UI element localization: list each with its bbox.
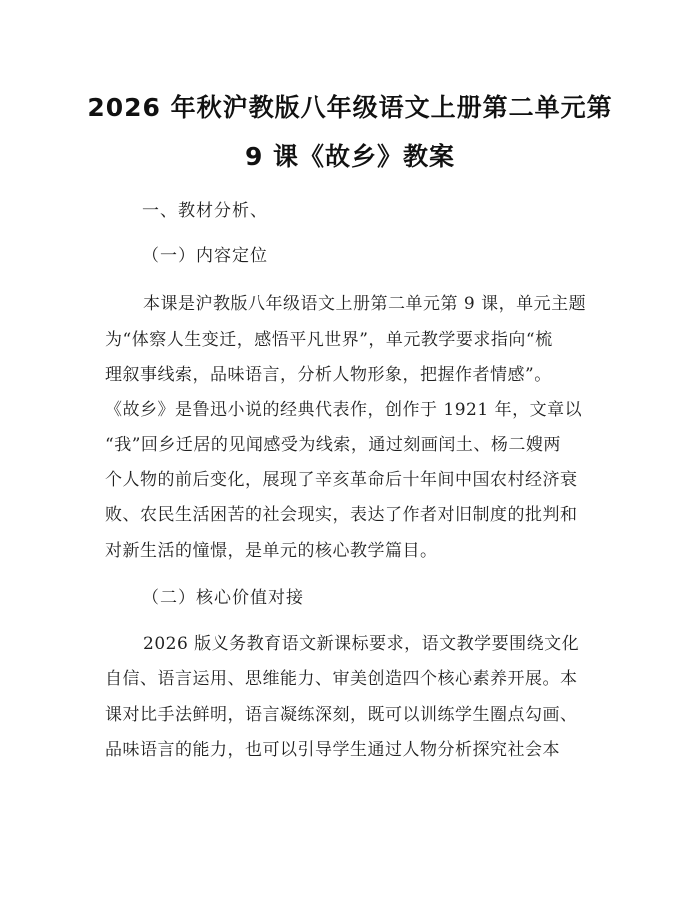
paragraph-line: 为“体察人生变迁，感悟平凡世界”，单元教学要求指向“梳: [105, 330, 553, 350]
paragraph-line: 本课是沪教版八年级语文上册第二单元第 9 课，单元主题: [143, 294, 587, 314]
paragraph-line: 2026 版义务教育语文新课标要求，语文教学要围绕文化: [143, 634, 580, 654]
paragraph-line: 理叙事线索，品味语言，分析人物形象，把握作者情感”。: [105, 365, 552, 385]
document-title-line-2: 9 课《故乡》教案: [244, 142, 456, 171]
paragraph-line: 对新生活的憧憬，是单元的核心教学篇目。: [105, 541, 438, 561]
paragraph-line: “我”回乡迁居的见闻感受为线索，通过刻画闰土、杨二嫂两: [105, 435, 561, 455]
paragraph-line: 品味语言的能力，也可以引导学生通过人物分析探究社会本: [105, 740, 560, 760]
paragraph-line: 课对比手法鲜明，语言凝练深刻，既可以训练学生圈点勾画、: [105, 705, 578, 725]
section-heading: 一、教材分析、: [142, 201, 268, 221]
document-title-line-1: 2026 年秋沪教版八年级语文上册第二单元第: [87, 93, 613, 122]
subsection-heading-content-positioning: （一）内容定位: [142, 246, 268, 266]
subsection-heading-core-value: （二）核心价值对接: [142, 588, 304, 608]
paragraph-line: 《故乡》是鲁迅小说的经典代表作，创作于 1921 年，文章以: [105, 400, 583, 420]
paragraph-line: 败、农民生活困苦的社会现实，表达了作者对旧制度的批判和: [105, 505, 578, 525]
paragraph-line: 自信、语言运用、思维能力、审美创造四个核心素养开展。本: [105, 669, 578, 689]
paragraph-line: 个人物的前后变化，展现了辛亥革命后十年间中国农村经济衰: [105, 470, 578, 490]
